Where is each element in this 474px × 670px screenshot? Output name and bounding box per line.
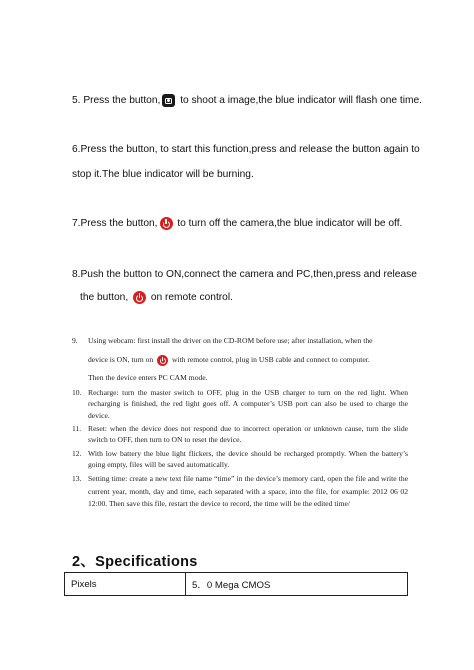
note-9-line-1: Using webcam: first install the driver on the CD-ROM before use; after installation, when the bbox=[88, 336, 373, 345]
camera-button-icon bbox=[162, 94, 175, 107]
step-8-line-1: 8.Push the button to ON,connect the camera and PC,then,press and release bbox=[72, 269, 417, 280]
note-11 bbox=[72, 423, 408, 446]
note-9 bbox=[72, 335, 408, 383]
step-7-text-end: to turn off the camera,the blue indicator will be off. bbox=[174, 218, 403, 230]
note-11-text: Reset: when the device does not respond due to incorrect operation or unknown cause, turn the slide switch to OFF, then turn to ON to reset the device. bbox=[88, 424, 408, 445]
step-6-line-2: stop it.The blue indicator will be burning. bbox=[72, 169, 254, 180]
note-12-text: With low battery the blue light flickers, the device should be recharged promptly. When the battery’s going empty, files will be saved automatically. bbox=[88, 449, 408, 470]
step-8-line-2 bbox=[80, 291, 233, 304]
note-number: 10. bbox=[72, 388, 82, 397]
step-8-text-start: the button, bbox=[80, 292, 131, 304]
spec-table bbox=[64, 572, 408, 596]
note-13 bbox=[72, 473, 408, 511]
note-9-line-3: Then the device enters PC CAM mode. bbox=[88, 373, 208, 383]
note-10 bbox=[72, 387, 408, 421]
step-5-text-start: 5. Press the button, bbox=[72, 95, 161, 107]
step-8-text-end: on remote control. bbox=[147, 292, 233, 304]
step-7-text-start: 7.Press the button, bbox=[72, 218, 158, 230]
note-9-text-start: device is ON, turn on bbox=[88, 355, 156, 365]
note-10-text: Recharge: turn the master switch to OFF, plug in the USB charger to turn on the red light. When recharging is finished, the red light goes off. A computer’s USB port can also be used to charge the device. bbox=[88, 388, 408, 420]
note-13-text: Setting time: create a new text file name “time” in the device’s memory card, open the file and write the current year, month, day and time, each separated with a space, into the file, for example: 2012 06 02 12:00. Then save this file, restart the device to record, the time will be the edited time/ bbox=[88, 474, 408, 509]
note-number: 12. bbox=[72, 449, 82, 458]
section-title: 2、Specifications bbox=[72, 554, 198, 570]
note-9-line-2 bbox=[88, 354, 408, 366]
power-button-icon bbox=[157, 355, 168, 366]
note-number: 9. bbox=[72, 336, 78, 345]
note-number: 11. bbox=[72, 424, 82, 433]
note-number: 13. bbox=[72, 474, 82, 483]
step-5-text-end: to shoot a image,the blue indicator will flash one time. bbox=[177, 95, 422, 107]
note-9-text-end: with remote control, plug in USB cable and connect to computer. bbox=[170, 355, 370, 365]
spec-value: 5．0 Mega CMOS bbox=[186, 573, 408, 596]
step-7 bbox=[72, 217, 402, 230]
power-button-icon bbox=[160, 217, 173, 230]
step-6-line-1: 6.Press the button, to start this function,press and release the button again to bbox=[72, 144, 420, 155]
step-5 bbox=[72, 94, 422, 107]
power-button-icon bbox=[133, 291, 146, 304]
spec-label: Pixels bbox=[65, 573, 186, 596]
table-row bbox=[65, 573, 408, 596]
note-12 bbox=[72, 448, 408, 471]
